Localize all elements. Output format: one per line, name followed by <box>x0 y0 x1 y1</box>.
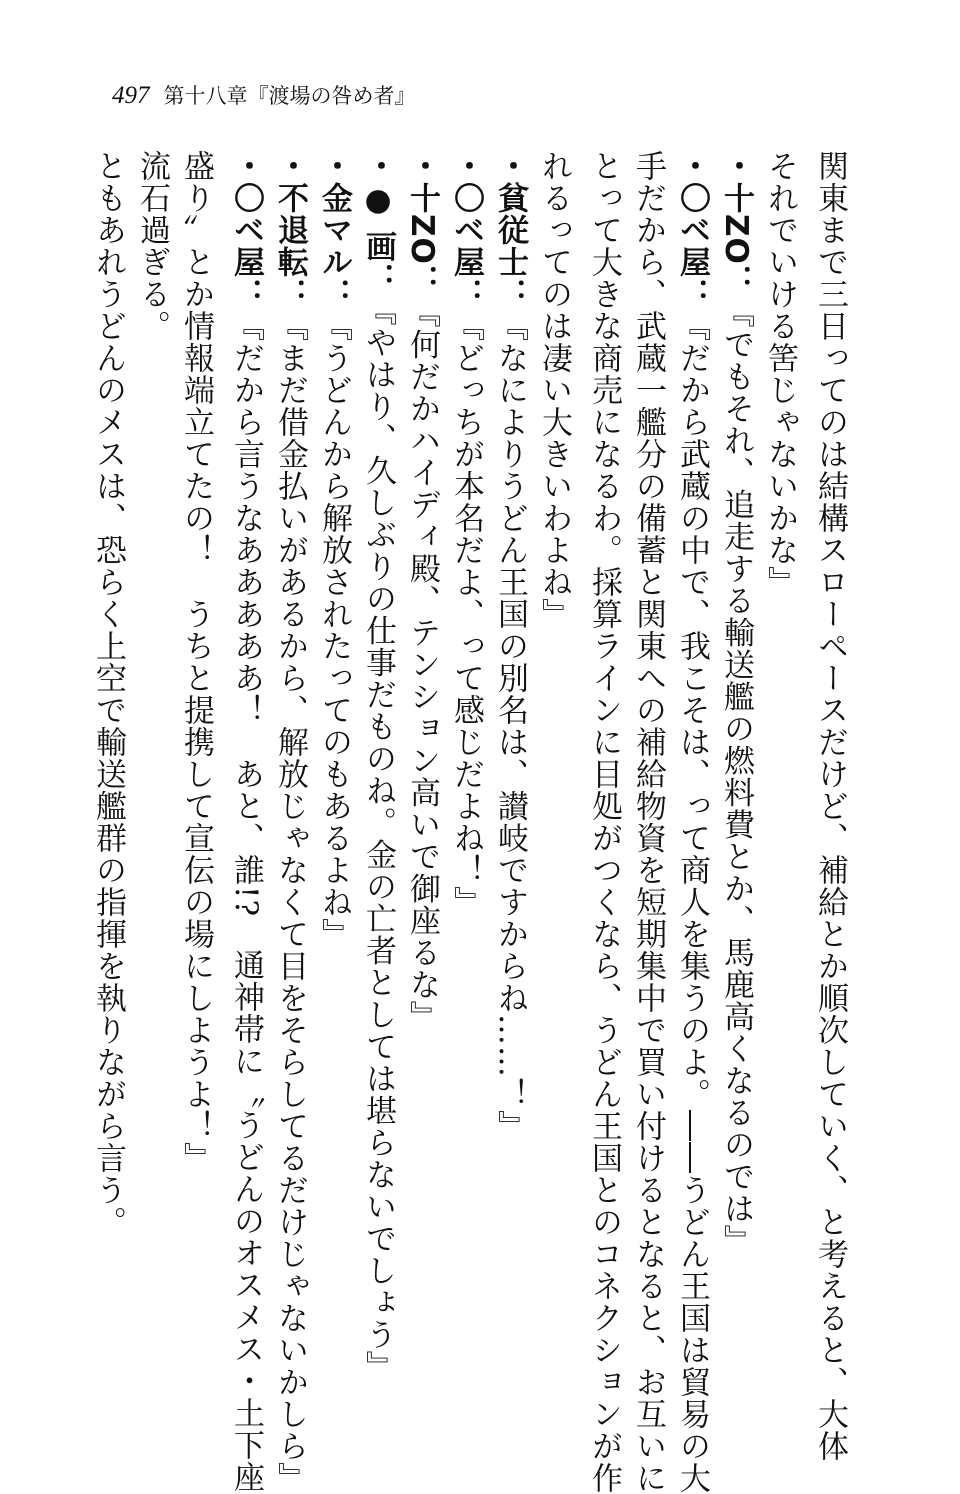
line-text: 『やはり、久しぶりの仕事だものね。金の亡者としては堪らないでしょう』 <box>360 294 396 1383</box>
line-text: 『どっちが本名だよ、って感じだよね！』 <box>448 310 484 918</box>
text-line <box>582 150 626 1494</box>
line-text: 『何だかハイディ殿、テンション高いで御座るな』 <box>404 296 440 1033</box>
line-text: ともあれうどんのメスは、恐らく上空で輸送艦群の指揮を執りながら言う。 <box>90 150 126 1238</box>
line-text: 『だから言うなあああああ！ あと、誰!? 通神帯に〝うどんのオスメス・土下座 <box>228 310 264 1494</box>
bullet-mark: ・ <box>272 150 308 182</box>
speaker-name: ● 画： <box>360 182 396 295</box>
line-text: それでいける筈じゃないかな』 <box>762 150 798 598</box>
speaker-name: 〇ベ屋： <box>228 182 264 310</box>
line-text: 手だから、武蔵一艦分の備蓄と関東への補給物資を短期集中で買い付けるとなると、お互いに <box>630 150 666 1494</box>
vertical-text-body <box>90 150 852 1494</box>
page-number: 497 <box>112 82 150 109</box>
text-line <box>532 150 576 1350</box>
text-line <box>400 150 444 1350</box>
text-line <box>130 150 174 1350</box>
text-line <box>86 150 130 1350</box>
chapter-title: 第十八章『渡場の咎め者』 <box>163 84 416 108</box>
bullet-mark: ・ <box>492 150 528 182</box>
speaker-name: 金マル： <box>316 182 352 310</box>
speaker-name: 十ZO： <box>404 182 440 297</box>
line-text: 『まだ借金払いがあるから、解放じゃなくて目をそらしてるだけじゃないかしら』 <box>272 310 308 1494</box>
text-line <box>174 150 218 1350</box>
text-line <box>808 150 852 1462</box>
text-line <box>488 150 532 1350</box>
line-text: 『だから武蔵の中で、我こそは、って商人を集うのよ。――うどん王国は貿易の大 <box>674 310 710 1494</box>
speaker-name: 不退転： <box>272 182 308 310</box>
text-line <box>626 150 670 1494</box>
bullet-mark: ・ <box>228 150 264 182</box>
speaker-name: 〇ベ屋： <box>674 182 710 310</box>
bullet-mark: ・ <box>360 150 396 182</box>
bullet-mark: ・ <box>718 150 754 182</box>
line-text: 流石過ぎる。 <box>134 150 170 342</box>
bullet-mark: ・ <box>316 150 352 182</box>
line-text: 盛り〟とか情報端立てたの！ うちと提携して宣伝の場にしようよ！』 <box>178 150 214 1174</box>
line-text: 『うどんから解放されたってのもあるよね』 <box>316 310 352 950</box>
line-text: 『でもそれ、追走する輸送艦の燃料費とか、馬鹿高くなるのでは』 <box>718 296 754 1257</box>
line-text: とって大きな商売になるわ。採算ラインに目処がつくなら、うどん王国とのコネクションが作 <box>586 150 622 1494</box>
text-line <box>758 150 802 1350</box>
text-line <box>268 150 312 1494</box>
speaker-name: 十ZO： <box>718 182 754 297</box>
speaker-name: 〇ベ屋： <box>448 182 484 310</box>
text-line <box>714 150 758 1350</box>
bullet-mark: ・ <box>404 150 440 182</box>
line-text: 『なによりうどん王国の別名は、讃岐ですからね……！』 <box>492 310 528 1142</box>
text-line <box>356 150 400 1383</box>
text-line <box>444 150 488 1350</box>
bullet-mark: ・ <box>674 150 710 182</box>
bullet-mark: ・ <box>448 150 484 182</box>
text-line <box>670 150 714 1494</box>
line-text: れるってのは凄い大きいわよね』 <box>536 150 572 630</box>
line-text: 関東まで三日ってのは結構スローペースだけど、補給とか順次していく、と考えると、大体 <box>812 150 848 1462</box>
page-header <box>112 80 416 114</box>
text-line <box>312 150 356 1350</box>
text-line <box>224 150 268 1494</box>
speaker-name: 貧従士： <box>492 182 528 310</box>
